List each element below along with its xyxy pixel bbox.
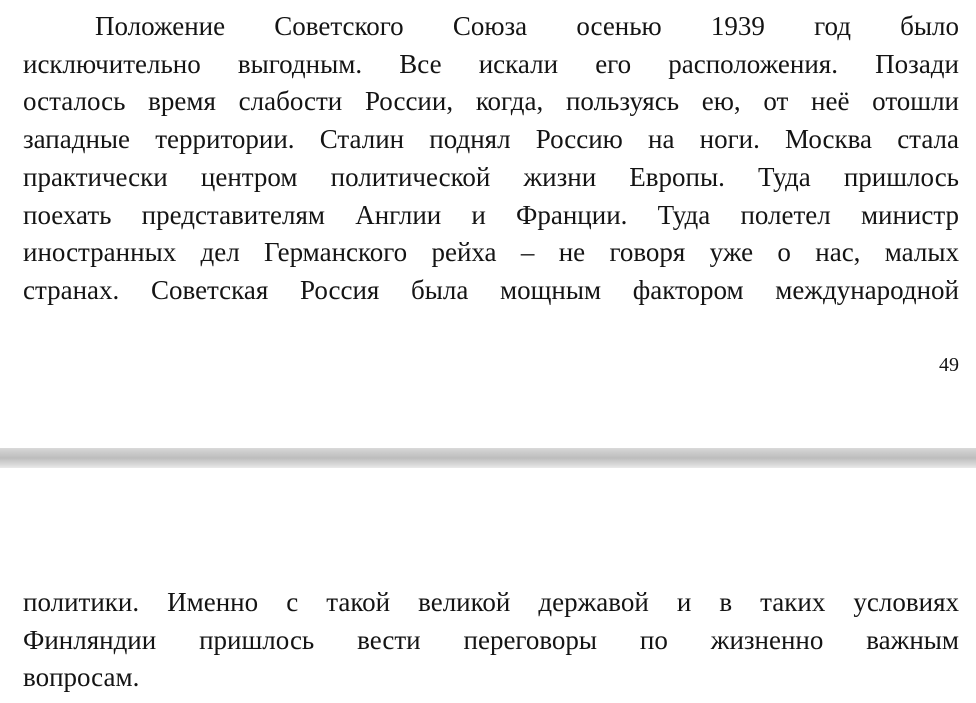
page-number: 49 bbox=[939, 354, 959, 376]
text-line: политики. Именно с такой великой державой и в таких условиях bbox=[23, 587, 959, 617]
text-line: практически центром политической жизни Европы. Туда пришлось bbox=[23, 161, 959, 192]
page-separator bbox=[0, 448, 976, 468]
text-line bbox=[23, 8, 959, 46]
document-page-next bbox=[0, 468, 976, 703]
text-line: странах. Советская Россия была мощным фактором международной bbox=[23, 274, 959, 305]
text-line: осталось время слабости России, когда, пользуясь ею, от неё отошли bbox=[23, 86, 959, 117]
paragraph-bottom bbox=[23, 584, 959, 697]
text-line: поехать представителям Англии и Франции. Туда полетел министр bbox=[23, 199, 959, 230]
text-line: вопросам. bbox=[23, 662, 140, 693]
text-line-content: Положение Советского Союза осенью 1939 год было bbox=[95, 11, 959, 41]
paragraph-top bbox=[23, 8, 959, 310]
text-line: западные территории. Сталин поднял Россию на ноги. Москва стала bbox=[23, 124, 959, 155]
text-line: иностранных дел Германского рейха – не говоря уже о нас, малых bbox=[23, 237, 959, 268]
text-line: Финляндии пришлось вести переговоры по жизненно важным bbox=[23, 624, 959, 655]
text-line: исключительно выгодным. Все искали его расположения. Позади bbox=[23, 48, 959, 79]
